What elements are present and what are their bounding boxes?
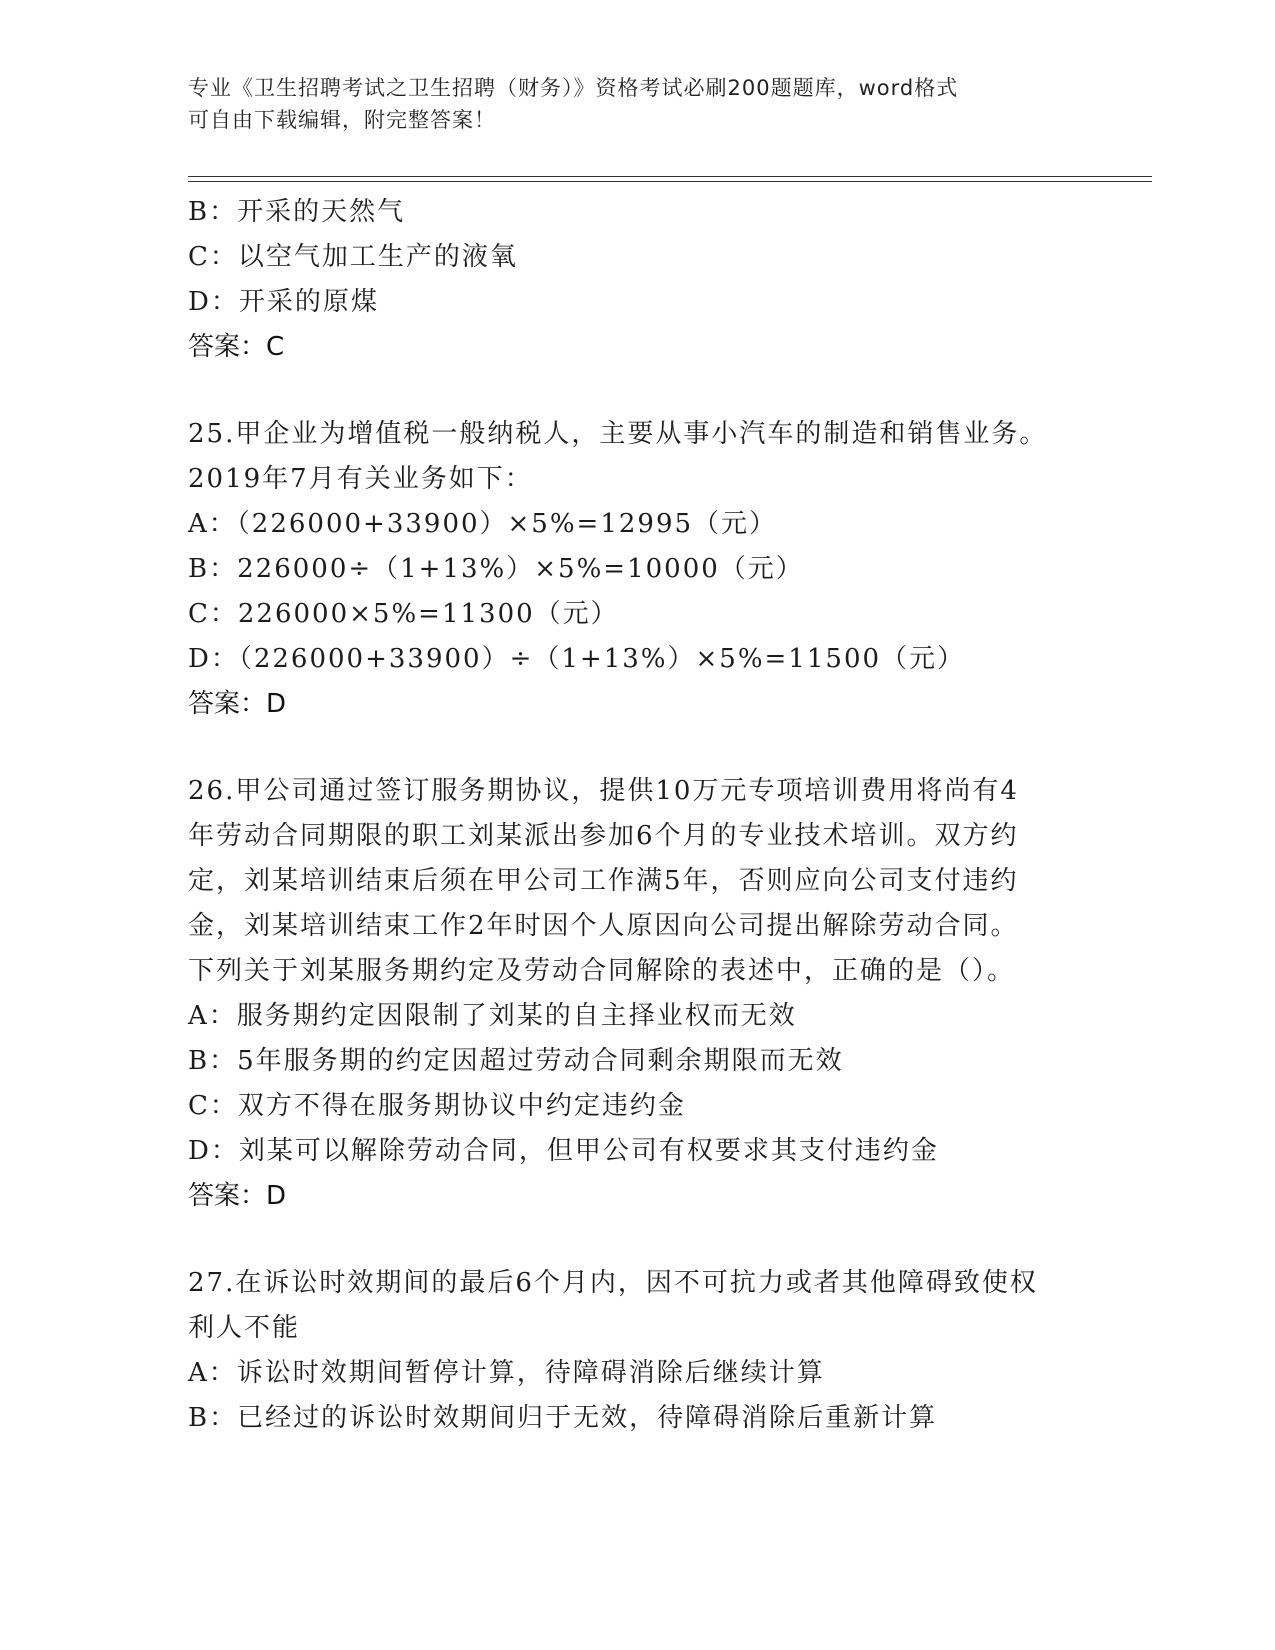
header-divider-bottom xyxy=(188,181,1152,182)
option-d: D：（226000+33900）÷（1+13%）×5%=11500（元） xyxy=(188,644,966,674)
option-b: B：开采的天然气 xyxy=(188,197,406,227)
question-stem-line: 金，刘某培训结束工作2年时因个人原因向公司提出解除劳动合同。 xyxy=(188,911,1019,941)
question-stem-line: 25.甲企业为增值税一般纳税人，主要从事小汽车的制造和销售业务。 xyxy=(188,419,1048,449)
option-c: C：226000×5%=11300（元） xyxy=(188,599,619,629)
option-d: D：刘某可以解除劳动合同，但甲公司有权要求其支付违约金 xyxy=(188,1136,939,1166)
question-stem-line: 26.甲公司通过签订服务期协议，提供10万元专项培训费用将尚有4 xyxy=(188,776,1019,806)
question-25 xyxy=(188,412,1088,727)
option-c: C：以空气加工生产的液氧 xyxy=(188,242,518,272)
question-stem-line: 27.在诉讼时效期间的最后6个月内，因不可抗力或者其他障碍致使权 xyxy=(188,1268,1038,1298)
answer-line: 答案：D xyxy=(188,689,287,719)
question-24-continued xyxy=(188,190,1088,370)
option-a: A：服务期约定因限制了刘某的自主择业权而无效 xyxy=(188,1001,797,1031)
option-a: A：诉讼时效期间暂停计算，待障碍消除后继续计算 xyxy=(188,1358,825,1388)
option-c: C：双方不得在服务期协议中约定违约金 xyxy=(188,1091,686,1121)
answer-line: 答案：D xyxy=(188,1181,287,1211)
option-a: A：（226000+33900）×5%=12995（元） xyxy=(188,509,778,539)
question-stem-line: 2019年7月有关业务如下： xyxy=(188,464,533,494)
page-header xyxy=(188,72,1068,136)
question-stem-line: 定，刘某培训结束后须在甲公司工作满5年，否则应向公司支付违约 xyxy=(188,866,1019,896)
option-d: D：开采的原煤 xyxy=(188,287,379,317)
option-b: B：5年服务期的约定因超过劳动合同剩余期限而无效 xyxy=(188,1046,844,1076)
header-divider-top xyxy=(188,176,1152,177)
question-26 xyxy=(188,769,1088,1219)
header-line-2: 可自由下载编辑，附完整答案！ xyxy=(188,108,496,132)
question-stem-line: 利人不能 xyxy=(188,1313,301,1343)
option-b: B：已经过的诉讼时效期间归于无效，待障碍消除后重新计算 xyxy=(188,1403,938,1433)
question-stem-line: 下列关于刘某服务期约定及劳动合同解除的表述中，正确的是（）。 xyxy=(188,956,1016,986)
question-27 xyxy=(188,1261,1088,1441)
document-body xyxy=(188,190,1088,1441)
header-line-1: 专业《卫生招聘考试之卫生招聘（财务）》资格考试必刷200题题库，word格式 xyxy=(188,76,959,100)
answer-line: 答案：C xyxy=(188,332,285,362)
question-stem-line: 年劳动合同期限的职工刘某派出参加6个月的专业技术培训。双方约 xyxy=(188,821,1019,851)
option-b: B：226000÷（1+13%）×5%=10000（元） xyxy=(188,554,804,584)
